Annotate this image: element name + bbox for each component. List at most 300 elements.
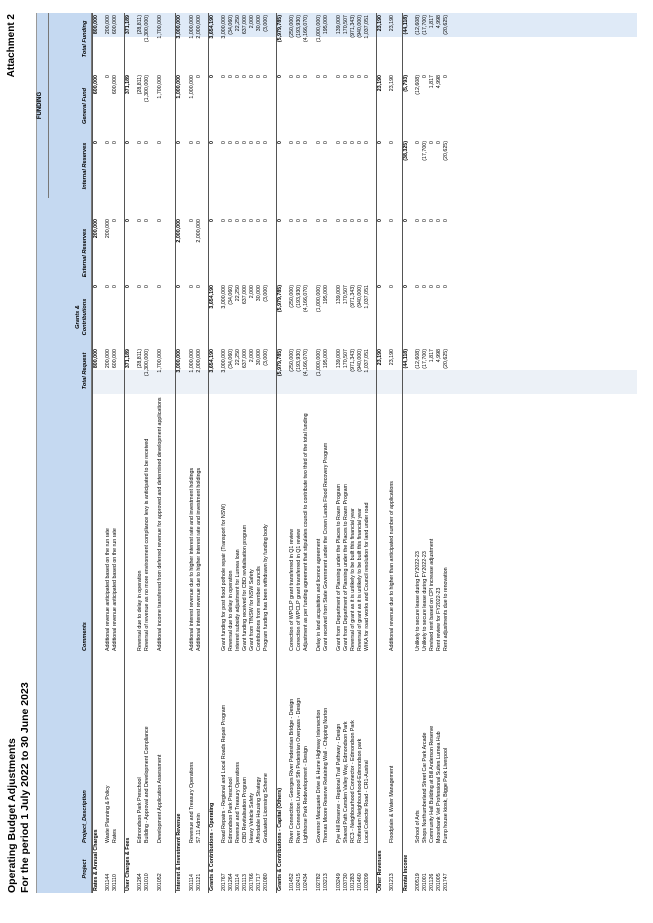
cell-tr: 1,037,051 — [364, 349, 371, 373]
cell-tr: (34,060) — [227, 349, 234, 369]
section-total-tr: 371,189 — [125, 349, 132, 369]
cell-tf: 637,000 — [242, 15, 249, 35]
cell-tf: 4,998 — [435, 15, 442, 29]
cell-g: 0 — [195, 285, 202, 288]
table-row — [144, 13, 157, 893]
cell-tr: 3,000,000 — [220, 349, 227, 373]
header-general-fund: General Fund — [81, 87, 88, 125]
cell-g: 195,000 — [322, 285, 329, 305]
cell-er: 0 — [315, 219, 322, 222]
cell-tr: 170,507 — [342, 349, 349, 369]
table-row — [112, 13, 119, 893]
cell-p: 301010 — [144, 873, 151, 891]
cell-d: School of Arts — [414, 810, 421, 843]
cell-er: 0 — [389, 219, 396, 222]
section-total-gf: 0 — [276, 75, 283, 78]
section-total-tr: (44,118) — [402, 349, 409, 369]
cell-c: Adjustment as per funding agreement that stipulates council to contribute two third of the total funding — [302, 413, 309, 651]
table-row — [436, 13, 443, 893]
section-name: Other Revenues — [377, 850, 384, 891]
table-row — [137, 13, 144, 893]
cell-tr: 1,700,000 — [157, 349, 164, 373]
cell-p: 201747 — [443, 873, 449, 891]
section-total-ir: 0 — [176, 141, 183, 144]
section-total-er: 0 — [125, 219, 132, 222]
cell-gf: 0 — [295, 75, 302, 78]
cell-tr: (971,343) — [350, 349, 357, 372]
cell-d: Waste Planning & Policy — [105, 785, 112, 843]
cell-gf: 0 — [220, 75, 227, 78]
cell-c: Reversal of grant as it is unlikely to be built this financial year — [350, 508, 357, 651]
section-total-ir: 0 — [276, 141, 283, 144]
funding-group-header: FUNDING — [37, 13, 49, 198]
cell-g: (3,000) — [263, 285, 270, 302]
section-total-g: 0 — [377, 285, 384, 288]
cell-ir: 0 — [157, 141, 164, 144]
cell-c: Contributions from member councils — [256, 566, 263, 651]
cell-tr: 2,000 — [249, 349, 256, 363]
cell-tr: 23,190 — [389, 349, 396, 366]
section-name: Interest & Investment Revenue — [176, 813, 183, 891]
section-total-tf: 3,000,000 — [176, 15, 183, 39]
cell-d: Local Collector Road - CR1-Austral — [364, 760, 371, 843]
cell-er: 0 — [137, 219, 144, 222]
cell-p: 103730 — [342, 873, 349, 891]
cell-tf: (20,625) — [443, 15, 449, 35]
cell-gf: 0 — [421, 75, 428, 78]
table-row — [415, 13, 422, 893]
cell-tf: 2,000,000 — [195, 15, 202, 39]
cell-gf: 0 — [288, 75, 295, 78]
cell-ir: (17,700) — [421, 141, 428, 161]
cell-ir: 0 — [302, 141, 309, 144]
cell-g: 0 — [443, 285, 449, 288]
table-row — [350, 13, 357, 893]
cell-c: Additional revenue anticipated based on the run rate — [112, 528, 119, 651]
cell-er: 0 — [295, 219, 302, 222]
section-name: User Charges & Fees — [125, 837, 132, 891]
cell-c: Additional revenue anticipated based on the run rate — [105, 528, 112, 651]
table-row — [323, 13, 336, 893]
cell-er: 0 — [157, 219, 164, 222]
table-row — [357, 13, 364, 893]
cell-er: 0 — [414, 219, 421, 222]
section-total-tr: 3,000,000 — [176, 349, 183, 373]
section-total-tr: (5,979,785) — [276, 349, 283, 377]
section-total-g: 0 — [402, 285, 409, 288]
cell-ir: 0 — [364, 141, 371, 144]
section-total-ir: (38,325) — [402, 141, 409, 161]
cell-ir: 0 — [350, 141, 357, 144]
section-total-tr: 800,000 — [93, 349, 99, 369]
cell-er: 0 — [364, 219, 371, 222]
cell-ir: 0 — [295, 141, 302, 144]
section-total-tf: 371,189 — [125, 15, 132, 35]
cell-er: 0 — [302, 219, 309, 222]
cell-g: 0 — [105, 285, 112, 288]
cell-tf: (28,811) — [137, 15, 144, 35]
header-grants: Grants & Contributions — [75, 298, 88, 336]
section-total-er: 0 — [208, 219, 215, 222]
table-row — [389, 13, 396, 893]
cell-ir: 0 — [249, 141, 256, 144]
cell-tf: 22,250 — [235, 15, 242, 32]
table-row — [105, 13, 112, 893]
cell-er: 0 — [144, 219, 151, 222]
section-total-g: 3,654,190 — [208, 285, 215, 309]
cell-gf: 0 — [342, 75, 349, 78]
cell-tf: 23,190 — [389, 15, 396, 32]
cell-d: Graduated Licensing Scheme — [263, 773, 270, 843]
table-row — [263, 13, 270, 893]
cell-er: 0 — [342, 219, 349, 222]
cell-g: (250,000) — [288, 285, 295, 308]
cell-tr: (193,930) — [295, 349, 302, 372]
cell-d: Thomas Moore Reserve Retaining Wall - Chipping Norton — [322, 707, 329, 843]
cell-c: Grant funding for post flood pothole repair (Transport for NSW) — [220, 503, 227, 651]
cell-c: Additional revenue due to higher than anticipated number of applications — [389, 481, 396, 651]
section-header — [208, 13, 216, 893]
cell-tf: 200,000 — [105, 15, 112, 35]
header-total-funding: Total Funding — [81, 20, 88, 58]
cell-tr: (940,000) — [357, 349, 364, 372]
header-description: Project_Description — [81, 790, 88, 843]
cell-d: Road Repairs - Regional and Local Roads Repair Program — [220, 704, 227, 843]
cell-ir: 0 — [335, 141, 342, 144]
cell-gf: 0 — [335, 75, 342, 78]
cell-p: 301114 — [235, 874, 242, 891]
cell-tr: 1,817 — [428, 349, 435, 363]
cell-d: River Connection - Georges River Pedestrian Bridge - Design — [288, 698, 295, 843]
cell-c: Grant from Department of Planning under the Places to Roam Program — [342, 484, 349, 651]
section-total-er: 0 — [377, 219, 384, 222]
header-internal-reserves: Internal Reserves — [81, 142, 88, 190]
cell-ir: 0 — [144, 141, 151, 144]
cell-tr: (3,000) — [263, 349, 270, 366]
table-row — [235, 13, 242, 893]
cell-d: Shops Northumberland Street Car Park Arcade — [421, 732, 428, 843]
cell-p: 103249 — [335, 873, 342, 891]
cell-tr: 195,000 — [322, 349, 329, 369]
cell-er: 200,000 — [105, 219, 112, 239]
section-total-ir: 0 — [377, 141, 384, 144]
section-total-ir: 0 — [125, 141, 132, 144]
cell-p: 301264 — [137, 873, 144, 891]
cell-gf: 0 — [364, 75, 371, 78]
cell-p: 201001 — [421, 873, 428, 891]
cell-p: 201717 — [256, 873, 263, 891]
cell-g: 0 — [144, 285, 151, 288]
cell-tr: 600,000 — [112, 349, 119, 369]
cell-d: Shared Path Camden Valley Way, Edmondson Park — [342, 721, 349, 843]
cell-er: 0 — [322, 219, 329, 222]
cell-d: Revenue and Treasury Operations — [188, 762, 195, 843]
cell-tr: 2,000,000 — [195, 349, 202, 373]
cell-gf: 0 — [302, 75, 309, 78]
cell-p: 103209 — [364, 873, 371, 891]
cell-d: Heavy Vehicle Safety — [249, 792, 256, 843]
cell-p: 201767 — [220, 873, 227, 891]
cell-gf: 0 — [263, 75, 270, 78]
cell-d: Community Hall Building at Bill Anderson Reserve — [428, 725, 435, 843]
cell-p: 301213 — [389, 873, 396, 891]
cell-gf: 1,000,000 — [188, 75, 195, 99]
cell-d: Affordable Housing Strategy — [256, 776, 263, 843]
section-total-ir: 0 — [93, 141, 99, 144]
cell-d: Development Application Assessment — [157, 754, 164, 843]
cell-tf: (1,000,000) — [315, 15, 322, 43]
cell-d: Pump house kiosk, Bigge Park Liverpool — [443, 747, 449, 843]
cell-g: 139,000 — [335, 285, 342, 305]
cell-er: 0 — [335, 219, 342, 222]
header-external-reserves: External Reserves — [81, 228, 88, 278]
report-period: For the period 1 July 2022 to 30 June 2023 — [19, 682, 31, 893]
cell-ir: 0 — [428, 141, 435, 144]
cell-tr: (20,625) — [443, 349, 449, 369]
cell-p: 102415 — [295, 873, 302, 891]
cell-d: Revenue and Treasury Operations — [235, 762, 242, 843]
cell-d: Floodplain & Water Management — [389, 765, 396, 843]
cell-d: Rates — [112, 829, 119, 843]
cell-tf: (250,000) — [288, 15, 295, 38]
cell-c: Reversal of revenue as no more environment compliance levy is anticipated to be received — [144, 438, 151, 651]
cell-tr: 139,000 — [335, 349, 342, 369]
section-total-gf: 23,190 — [377, 75, 384, 92]
cell-tf: (940,000) — [357, 15, 364, 38]
cell-tr: 1,000,000 — [188, 349, 195, 373]
cell-g: 170,507 — [342, 285, 349, 305]
cell-g: 637,000 — [242, 285, 249, 305]
cell-tr: (1,000,000) — [315, 349, 322, 377]
cell-c: Delay in land acquisition and licence agreement — [315, 538, 322, 651]
cell-ir: 0 — [112, 141, 119, 144]
report-title: Operating Budget Adjustments — [6, 738, 18, 893]
cell-g: (940,000) — [357, 285, 364, 308]
budget-table — [36, 13, 637, 893]
section-total-gf: (5,793) — [402, 75, 409, 92]
table-row — [429, 13, 436, 893]
cell-gf: (28,811) — [137, 75, 144, 95]
cell-c: Rent review for FY2022-23 — [435, 587, 442, 651]
cell-c: Program funding has been withdrawn by funding body — [263, 524, 270, 651]
section-total-tf: 3,654,190 — [208, 15, 215, 39]
page-title — [6, 682, 32, 893]
cell-d: Edmondson Park Preschool — [137, 777, 144, 843]
cell-c: Grant from TfNSW for NSW Safety — [249, 569, 256, 651]
cell-tf: 1,037,051 — [364, 15, 371, 39]
cell-ir: 0 — [220, 141, 227, 144]
cell-c: Unlikely to secure lease during FY2022-23 — [414, 551, 421, 651]
cell-gf: 0 — [357, 75, 364, 78]
cell-tf: (34,060) — [227, 15, 234, 35]
cell-tr: 200,000 — [105, 349, 112, 369]
cell-tr: (4,166,070) — [302, 349, 309, 377]
cell-g: 0 — [112, 285, 119, 288]
cell-g: 0 — [157, 285, 164, 288]
spacer — [450, 13, 455, 893]
table-row — [303, 13, 316, 893]
cell-ir: 0 — [322, 141, 329, 144]
cell-p: 201080 — [263, 873, 270, 891]
cell-g: 22,250 — [235, 285, 242, 302]
cell-g: 2,000 — [249, 285, 256, 299]
cell-tf: (17,700) — [421, 15, 428, 35]
cell-er: 0 — [435, 219, 442, 222]
cell-g: (971,343) — [350, 285, 357, 308]
section-total-tf: (5,979,785) — [276, 15, 283, 43]
cell-gf: (1,300,000) — [144, 75, 151, 103]
cell-gf: 600,000 — [112, 75, 119, 95]
cell-p: 301144 — [105, 873, 112, 891]
cell-er: 0 — [227, 219, 234, 222]
cell-gf: 0 — [195, 75, 202, 78]
cell-p: 301110 — [112, 874, 119, 891]
cell-p: 201113 — [242, 874, 249, 891]
cell-p: 301264 — [227, 873, 234, 891]
cell-er: 0 — [249, 219, 256, 222]
cell-g: (193,930) — [295, 285, 302, 308]
cell-p: 101283 — [350, 873, 357, 891]
cell-c: Unlikely to secure lease during FY2022-23 — [421, 551, 428, 651]
cell-tf: (12,608) — [414, 15, 421, 35]
cell-p: 101452 — [288, 873, 295, 891]
cell-c: Correction of WPCLP grant transferred in Q1 review — [288, 528, 295, 651]
cell-d: Building - Approval and Development Compliance — [144, 726, 151, 843]
cell-g: 3,000,000 — [220, 285, 227, 309]
cell-c: Additional income transferred from deferred revenue for approved and determined development applications — [157, 397, 164, 651]
cell-g: 0 — [435, 285, 442, 288]
cell-ir: (20,625) — [443, 141, 449, 161]
table-row — [316, 13, 323, 893]
cell-ir: 0 — [235, 141, 242, 144]
cell-tf: 30,000 — [256, 15, 263, 32]
section-header — [376, 13, 384, 893]
cell-tr: (12,608) — [414, 349, 421, 369]
cell-c: Grant received from State Government under the Crown Lands Flood Recovery Program — [322, 442, 329, 651]
section-total-tf: (44,118) — [402, 15, 409, 35]
cell-p: 101460 — [357, 873, 364, 891]
cell-tr: (1,300,000) — [144, 349, 151, 377]
cell-d: Lighthorse Park Redevelopment - Design — [302, 746, 309, 843]
section-total-er: 0 — [276, 219, 283, 222]
table-row — [422, 13, 429, 893]
cell-tr: 637,000 — [242, 349, 249, 369]
section-total-ir: 0 — [208, 141, 215, 144]
section-header — [124, 13, 132, 893]
table-row — [221, 13, 228, 893]
cell-gf: 1,817 — [428, 75, 435, 89]
cell-tf: (4,166,070) — [302, 15, 309, 43]
cell-gf: 0 — [350, 75, 357, 78]
cell-tf: 600,000 — [112, 15, 119, 35]
table-header — [37, 13, 92, 893]
cell-ir: 0 — [227, 141, 234, 144]
cell-d: Edmondson Park Preschool — [227, 777, 234, 843]
cell-p: 201126 — [428, 873, 435, 891]
cell-g: (4,166,070) — [302, 285, 309, 313]
cell-g: (34,060) — [227, 285, 234, 305]
cell-tf: 139,000 — [335, 15, 342, 35]
cell-er: 0 — [421, 219, 428, 222]
table-row — [242, 13, 249, 893]
cell-ir: 0 — [389, 141, 396, 144]
cell-ir: 0 — [256, 141, 263, 144]
cell-er: 0 — [357, 219, 364, 222]
cell-d: Rotterdam Neighbourhood-Edmondson park — [357, 738, 364, 843]
cell-ir: 0 — [263, 141, 270, 144]
cell-p: 201766 — [249, 873, 256, 891]
cell-er: 2,000,000 — [195, 219, 202, 243]
cell-gf: 1,700,000 — [157, 75, 164, 99]
table-body — [92, 13, 455, 893]
table-row — [249, 13, 256, 893]
cell-c: Additional interest revenue due to higher interest rate and investment holdings — [195, 467, 202, 651]
cell-p: 201005 — [435, 873, 442, 891]
cell-ir: 0 — [342, 141, 349, 144]
cell-tf: 1,700,000 — [157, 15, 164, 39]
table-row — [296, 13, 303, 893]
cell-p: 103213 — [322, 873, 329, 891]
cell-tf: 195,000 — [322, 15, 329, 35]
section-name: Grants & Contributions - Operating — [208, 802, 215, 891]
section-total-tr: 3,654,190 — [208, 349, 215, 373]
cell-er: 0 — [256, 219, 263, 222]
cell-d: Moorebank Vet Professional Suites Lurnea Hub — [435, 731, 442, 843]
cell-er: 0 — [188, 219, 195, 222]
section-name: Rental Income — [402, 854, 409, 891]
table-row — [343, 13, 350, 893]
cell-ir: 0 — [105, 141, 112, 144]
cell-c: Reversal due to delay in operation — [227, 570, 234, 651]
cell-tf: 1,000,000 — [188, 15, 195, 39]
cell-c: Interest subsidy adjustment for Lurnea loan — [235, 549, 242, 651]
cell-ir: 0 — [435, 141, 442, 144]
section-header — [276, 13, 284, 893]
cell-gf: 0 — [315, 75, 322, 78]
cell-d: Pye Hill Reserve - Regional Trail Pathway - Design — [335, 723, 342, 843]
section-header — [92, 13, 100, 893]
cell-tr: (28,811) — [137, 349, 144, 369]
cell-c: Grant from Department of Planning under the Places to Roam Program — [335, 484, 342, 651]
table-row — [189, 13, 196, 893]
cell-ir: 0 — [188, 141, 195, 144]
cell-g: 30,000 — [256, 285, 263, 302]
cell-tf: (3,000) — [263, 15, 270, 32]
cell-c: Rent adjustments due to renovation — [443, 567, 449, 651]
cell-ir: 0 — [315, 141, 322, 144]
cell-p: 301052 — [157, 873, 164, 891]
cell-tr: (250,000) — [288, 349, 295, 372]
cell-gf: 23,190 — [389, 75, 396, 92]
cell-c: Grant funding received for CBD revitalisation program — [242, 524, 249, 651]
cell-tr: (17,700) — [421, 349, 428, 369]
table-row — [364, 13, 371, 893]
table-row — [336, 13, 343, 893]
cell-ir: 0 — [414, 141, 421, 144]
section-total-er: 2,000,000 — [176, 219, 183, 243]
cell-ir: 0 — [288, 141, 295, 144]
section-total-tr: 23,190 — [377, 349, 384, 366]
cell-g: 0 — [389, 285, 396, 288]
cell-g: 1,037,051 — [364, 285, 371, 309]
cell-gf: 0 — [105, 75, 112, 78]
cell-d: CBD Revitalisation Program — [242, 777, 249, 843]
cell-g: 0 — [188, 285, 195, 288]
cell-er: 0 — [242, 219, 249, 222]
cell-ir: 0 — [137, 141, 144, 144]
cell-d: Governor Macquarie Drive & Hume Highway Intersection — [315, 709, 322, 843]
header-comments: Comments — [81, 622, 88, 651]
